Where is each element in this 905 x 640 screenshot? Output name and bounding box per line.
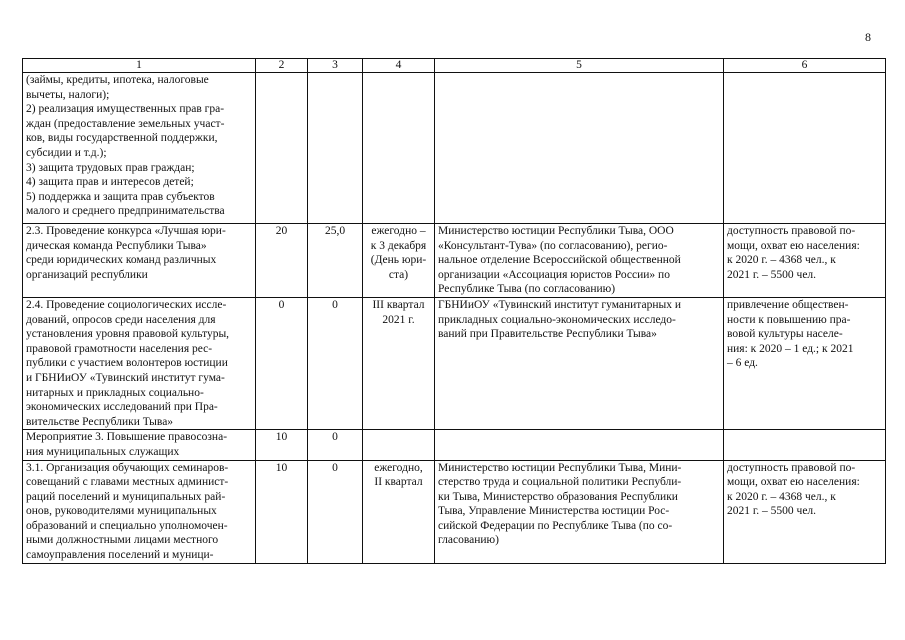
funding-value-cell: 25,0 — [308, 224, 363, 298]
cell-text-line: вычеты, налоги); — [26, 88, 110, 101]
cell-text-line: – 6 ед. — [727, 357, 758, 370]
result-cell — [724, 73, 886, 224]
cell-text-line: ста) — [388, 268, 409, 281]
cell-text-line: к 2020 г. – 4368 чел., к — [727, 254, 836, 267]
cell-text-line: образований и специально уполномочен- — [26, 519, 228, 532]
cell-text-line: III квартал — [372, 298, 425, 311]
cell-text-line: II квартал — [374, 476, 423, 489]
cell-text-line: 4) защита прав и интересов детей; — [26, 176, 194, 189]
cell-text-line: установления уровня правовой культуры, — [26, 328, 230, 341]
cell-text-line: ков, виды государственной поддержки, — [26, 132, 218, 145]
cell-text-line: ки Тыва, Министерство образования Республики — [438, 490, 678, 503]
funding-total-cell: 10 — [256, 460, 308, 563]
plan-table — [22, 58, 886, 564]
cell-text-line: совещаний с главами местных админист- — [26, 476, 229, 489]
cell-text-line: вительстве Республики Тыва» — [26, 415, 174, 428]
table-header-row — [23, 59, 886, 73]
cell-text-line: ежегодно – — [371, 225, 426, 237]
cell-text-line: к 3 декабря — [370, 239, 427, 252]
activity-cell — [23, 73, 256, 224]
cell-text-line: организации «Ассоциация юристов России» по — [438, 268, 670, 281]
cell-text-line: Тыва, Управление Министерства юстиции Рос- — [438, 505, 670, 518]
funding-total-cell: 20 — [256, 224, 308, 298]
column-header: 4 — [363, 59, 435, 73]
deadline-cell — [363, 73, 435, 224]
cell-text-line: 2.3. Проведение конкурса «Лучшая юри- — [26, 225, 226, 237]
column-header: 2 — [256, 59, 308, 73]
cell-text-line: ными должностными лицами местного — [26, 534, 219, 547]
table-row — [23, 430, 886, 460]
column-header: 1 — [23, 59, 256, 73]
cell-text-line: привлечение обществен- — [727, 298, 849, 311]
page-number: 8 — [865, 30, 871, 44]
funding-total-cell — [256, 73, 308, 224]
cell-text-line: ждан (предоставление земельных участ- — [26, 117, 225, 130]
cell-text-line: экономических исследований при Пра- — [26, 401, 218, 414]
column-header: 6 — [724, 59, 886, 73]
cell-text-line: стерство труда и социальной политики Республи- — [438, 476, 682, 489]
funding-value-cell: 0 — [308, 297, 363, 429]
cell-text-line: 5) поддержка и защита прав субъектов — [26, 190, 215, 203]
cell-text-line: дическая команда Республики Тыва» — [26, 239, 207, 252]
column-header: 5 — [435, 59, 724, 73]
cell-text-line: доступность правовой по- — [727, 225, 856, 237]
cell-text-line: вовой культуры населе- — [727, 328, 843, 341]
cell-text-line: гласованию) — [438, 534, 499, 547]
responsible-cell — [435, 460, 724, 563]
cell-text-line: Республике Тыва (по согласованию) — [438, 283, 616, 296]
table-row — [23, 73, 886, 224]
cell-text-line: к 2020 г. – 4368 чел., к — [727, 490, 836, 503]
activity-cell — [23, 430, 256, 460]
cell-text-line: сийской Федерации по Республике Тыва (по со- — [438, 519, 673, 532]
cell-text-line: онов, руководителями муниципальных — [26, 505, 217, 518]
cell-text-line: правовой грамотности населения рес- — [26, 342, 213, 355]
result-cell — [724, 430, 886, 460]
column-header: 3 — [308, 59, 363, 73]
responsible-cell — [435, 224, 724, 298]
cell-text-line: 2021 г. – 5500 чел. — [727, 505, 817, 518]
cell-text-line: 2021 г. – 5500 чел. — [727, 268, 817, 281]
table-row — [23, 460, 886, 563]
cell-text-line: (День юри- — [370, 254, 427, 267]
cell-text-line: Министерство юстиции Республики Тыва, ООО — [438, 225, 674, 237]
cell-text-line: 2) реализация имущественных прав гра- — [26, 103, 225, 116]
cell-text-line: ГБНИиОУ «Тувинский институт гуманитарных и — [438, 298, 681, 311]
funding-value-cell: 0 — [308, 430, 363, 460]
cell-text-line: 2021 г. — [382, 313, 415, 326]
cell-text-line: нальное отделение Всероссийской общественной — [438, 254, 681, 267]
cell-text-line: ния муниципальных служащих — [26, 445, 180, 458]
cell-text-line: ежегодно, — [374, 461, 423, 474]
deadline-cell — [363, 297, 435, 429]
responsible-cell — [435, 430, 724, 460]
cell-text-line: ваний при Правительстве Республики Тыва» — [438, 328, 657, 341]
result-cell — [724, 224, 886, 298]
cell-text-line: и ГБНИиОУ «Тувинский институт гума- — [26, 371, 225, 384]
cell-text-line: Мероприятие 3. Повышение правосозна- — [26, 431, 228, 444]
cell-text-line: 3) защита трудовых прав граждан; — [26, 161, 195, 174]
cell-text-line: нитарных и прикладных социально- — [26, 386, 204, 399]
activity-cell — [23, 460, 256, 563]
cell-text-line: прикладных социально-экономических исследо- — [438, 313, 676, 326]
cell-text-line: среди юридических команд различных — [26, 254, 217, 267]
cell-text-line: дований, опросов среди населения для — [26, 313, 216, 326]
deadline-cell — [363, 460, 435, 563]
result-cell — [724, 297, 886, 429]
cell-text-line: доступность правовой по- — [727, 461, 856, 474]
funding-value-cell — [308, 73, 363, 224]
cell-text-line: Министерство юстиции Республики Тыва, Мини- — [438, 461, 682, 474]
result-cell — [724, 460, 886, 563]
cell-text-line: (займы, кредиты, ипотека, налоговые — [26, 74, 209, 86]
responsible-cell — [435, 73, 724, 224]
responsible-cell — [435, 297, 724, 429]
cell-text-line: мощи, охват ею населения: — [727, 476, 860, 489]
table-row — [23, 224, 886, 298]
cell-text-line: публики с участием волонтеров юстиции — [26, 357, 228, 370]
cell-text-line: 2.4. Проведение социологических иссле- — [26, 298, 227, 311]
cell-text-line: самоуправления поселений и муници- — [26, 549, 214, 562]
cell-text-line: мощи, охват ею населения: — [727, 239, 860, 252]
cell-text-line: «Консультант-Тува» (по согласованию), регио- — [438, 239, 668, 252]
funding-total-cell: 0 — [256, 297, 308, 429]
activity-cell — [23, 224, 256, 298]
cell-text-line: организаций республики — [26, 268, 148, 281]
cell-text-line: субсидии и т.д.); — [26, 146, 107, 159]
activity-cell — [23, 297, 256, 429]
cell-text-line: ности к повышению пра- — [727, 313, 851, 326]
table-row — [23, 297, 886, 429]
funding-value-cell: 0 — [308, 460, 363, 563]
cell-text-line: малого и среднего предпринимательства — [26, 205, 225, 218]
deadline-cell — [363, 224, 435, 298]
cell-text-line: ния: к 2020 – 1 ед.; к 2021 — [727, 342, 854, 355]
funding-total-cell: 10 — [256, 430, 308, 460]
cell-text-line: раций поселений и муниципальных рай- — [26, 490, 226, 503]
cell-text-line: 3.1. Организация обучающих семинаров- — [26, 461, 229, 474]
deadline-cell — [363, 430, 435, 460]
